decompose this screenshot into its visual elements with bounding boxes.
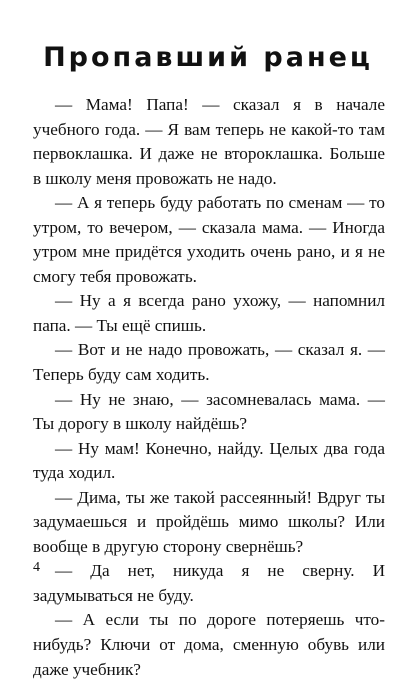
paragraph: — Дима, ты же такой рассеянный! Вдруг ты задумаешься и пройдёшь мимо школы? Или вообще в другую сторону свернёшь? [33, 487, 385, 556]
paragraph: — Да нет, никуда я не сверну. И задумываться не буду. [33, 561, 385, 605]
chapter-title: Пропавший ранец [43, 42, 373, 73]
paragraph: — Вот и не надо провожать, — сказал я. — Теперь буду сам ходить. [33, 340, 385, 385]
paragraph: — А если ты по дороге потеряешь что-нибудь? Ключи от дома, сменную обувь или даже учебник? [33, 610, 385, 679]
paragraph: — Ну а я всегда рано ухожу, — напомнил папа. — Ты ещё спишь. [33, 291, 385, 335]
chapter-text [33, 93, 385, 682]
paragraph: — Ну мам! Конечно, найду. Целых два года туда ходил. [33, 438, 385, 483]
paragraph: — Мама! Папа! — сказал я в начале учебного года. — Я вам теперь не какой-то там первоклашка. И даже не второклашка. Больше в школу меня провожать не надо. [33, 95, 385, 188]
paragraph: — А я теперь буду работать по сменам — то утром, то вечером, — сказала мама. — Иногда утром мне придётся уходить очень рано, и я не смогу тебя провожать. [33, 193, 385, 286]
paragraph: — Ну не знаю, — засомневалась мама. — Ты дорогу в школу найдёшь? [33, 389, 385, 434]
page-number: 4 [33, 560, 40, 575]
